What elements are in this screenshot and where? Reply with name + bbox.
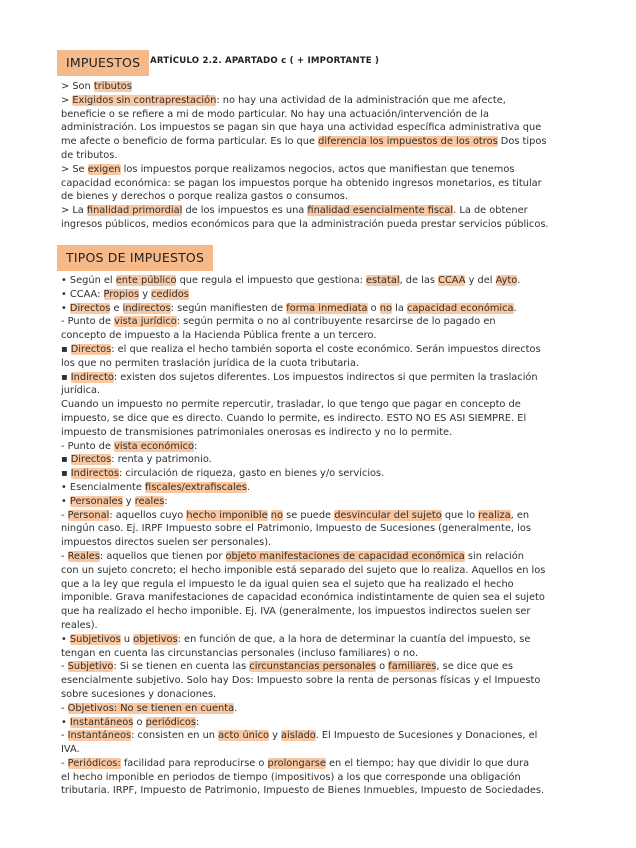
text-segment: que ha realizado el hecho imponible. Ej. IVA (generalmente, los impuestos indirectos suelen ser [61, 606, 531, 618]
text-segment: Cuando un impuesto no permite repercutir, trasladar, lo que tengo que pagar en concepto de [61, 399, 521, 411]
text-segment: . [234, 702, 238, 714]
text-segment: : en función de que, a la hora de determinar la cuantía del impuesto, se [177, 633, 531, 645]
text-segment: • [61, 302, 70, 314]
text-line [61, 578, 581, 592]
text-line [61, 135, 581, 149]
text-line [61, 674, 581, 688]
highlighted-text: familiares [388, 661, 437, 673]
text-line [61, 302, 581, 316]
text-line [61, 495, 581, 509]
highlighted-text: Objetivos: No se tienen en cuenta [67, 702, 235, 714]
text-segment: - [61, 661, 68, 673]
text-line [61, 149, 581, 163]
text-line [61, 190, 581, 204]
text-line [61, 274, 581, 288]
text-line [61, 453, 581, 467]
highlighted-text: ente público [115, 275, 177, 286]
highlighted-text: finalidad primordial [86, 205, 183, 217]
section-2-body [61, 274, 581, 798]
text-line [61, 784, 581, 798]
text-line [61, 481, 581, 495]
text-line [61, 315, 581, 329]
text-segment: - [61, 730, 68, 742]
text-line [61, 177, 581, 191]
text-line [61, 163, 581, 177]
text-segment: imponible. Grava manifestaciones de capacidad económica indistintamente de quien sea el sujeto [61, 592, 545, 604]
text-segment: - [61, 509, 68, 521]
text-line [61, 343, 581, 357]
text-segment: . [246, 481, 251, 493]
text-segment: que a la ley que regula el impuesto le da igual quien sea el sujeto que ha realizado el hecho [61, 578, 514, 590]
text-segment: - [61, 757, 68, 769]
text-segment: : consisten en un [131, 730, 219, 742]
text-line [61, 384, 581, 398]
text-segment: beneficie o se refiere a mi de modo particular. No hay una actuación/intervención de la [61, 108, 489, 120]
highlighted-text: realiza [478, 509, 511, 521]
text-line [61, 121, 581, 135]
section-heading-subtitle: ARTÍCULO 2.2. APARTADO c ( + IMPORTANTE ) [150, 56, 380, 66]
text-segment: de tributos. [61, 149, 118, 161]
text-segment: : [193, 440, 198, 452]
text-line [61, 329, 581, 343]
text-segment: : Si se tienen en cuenta las [113, 661, 250, 673]
text-segment: : el que realiza el hecho también soporta el coste económico. Serán impuestos directos [111, 343, 541, 355]
highlighted-text: cedidos [151, 288, 189, 300]
text-segment: de bienes y derechos o porque realiza gastos o consumos. [61, 191, 349, 203]
text-segment: u [120, 633, 134, 645]
text-segment: : circulación de riqueza, gasto en bienes y/o servicios. [118, 468, 385, 480]
text-segment: ningún caso. Ej. IRPF Impuesto sobre el Patrimonio, Impuesto de Sucesiones (generalmente, los [61, 523, 531, 535]
text-line [61, 564, 581, 578]
text-segment: los impuestos porque realizamos negocios, actos que manifiestan que tenemos [120, 163, 515, 175]
text-line [61, 647, 581, 661]
text-segment: , en [510, 509, 530, 521]
text-line [61, 743, 581, 757]
highlighted-text: Subjetivo [67, 661, 114, 673]
text-line [61, 605, 581, 619]
text-segment: con un sujeto concreto; el hecho imponible está separado del sujeto que lo realiza. Aquellos en los [61, 564, 546, 576]
text-segment: jurídica. [61, 385, 101, 397]
text-line [61, 398, 581, 412]
text-segment: impuesto de transmisiones patrimoniales onerosas es indirecto y no lo permite. [61, 426, 453, 438]
text-line [61, 550, 581, 564]
text-line [61, 660, 581, 674]
text-segment: - [61, 702, 68, 714]
text-line [61, 467, 581, 481]
text-segment: , se dice que es [436, 661, 514, 673]
text-line [61, 94, 581, 108]
text-segment: : existen dos sujetos diferentes. Los impuestos indirectos si que permiten la traslación [113, 371, 538, 383]
highlighted-text: Ayto [495, 275, 518, 286]
text-segment: impuesto, se dice que es directo. Cuando lo permite, es indirecto. ESTO NO ES ASI SIEMPRE. El [61, 412, 527, 424]
text-line [61, 729, 581, 743]
highlighted-text: Propios [103, 288, 140, 300]
highlighted-text: Indirecto [70, 371, 114, 383]
section-heading-impuestos: IMPUESTOS [57, 50, 149, 76]
text-segment: IVA. [61, 744, 80, 756]
text-segment: capacidad económica: se pagan los impuestos porque ha obtenido ingresos monetarios, es titular [61, 177, 542, 189]
text-segment: ▪ [61, 371, 71, 383]
highlighted-text: circunstancias personales [249, 661, 377, 673]
highlighted-text: indirectos [122, 302, 171, 314]
text-segment: esencialmente subjetivo. Solo hay Dos: Impuesto sobre la renta de personas físicas y el Impuesto [61, 675, 541, 687]
text-segment: ▪ [61, 343, 71, 355]
text-line [61, 522, 581, 536]
highlighted-text: Reales [67, 550, 100, 562]
highlighted-text: Indirectos [70, 468, 119, 480]
text-segment: y [268, 730, 282, 742]
text-segment: concepto de impuesto a la Hacienda Pública frente a un tercero. [61, 330, 377, 342]
text-segment: reales). [61, 619, 98, 631]
text-segment: tengan en cuenta las circunstancias personales (incluso familiares) o no. [61, 647, 419, 659]
text-line [61, 716, 581, 730]
text-line [61, 702, 581, 716]
text-segment: . [517, 275, 521, 286]
highlighted-text: Instantáneos [67, 730, 132, 742]
highlighted-text: finalidad esencialmente fiscal [307, 205, 454, 217]
text-segment: : renta y patrimonio. [111, 454, 212, 466]
highlighted-text: acto único [218, 730, 269, 742]
text-segment: sobre sucesiones y donaciones. [61, 688, 217, 700]
text-segment: > [61, 94, 73, 106]
highlighted-text: fiscales/extrafiscales [145, 481, 247, 493]
text-line [61, 757, 581, 771]
text-segment: • Según el [61, 275, 116, 286]
highlighted-text: Exigidos sin contraprestación [72, 94, 217, 106]
text-line [61, 412, 581, 426]
text-segment: : según permita o no al contribuyente resarcirse de lo pagado en [176, 316, 496, 328]
highlighted-text: no [379, 302, 392, 314]
text-segment: : aquellos que tienen por [99, 550, 226, 562]
text-segment: : [164, 495, 168, 507]
text-segment: impuestos directos suelen ser personales). [61, 537, 272, 549]
highlighted-text: periódicos [145, 716, 196, 728]
text-segment: . [513, 302, 517, 314]
text-line [61, 688, 581, 702]
highlighted-text: CCAA [438, 275, 466, 286]
text-segment: se puede [283, 509, 335, 521]
text-line [61, 108, 581, 122]
text-segment: o [376, 661, 389, 673]
text-segment: - Punto de [61, 316, 115, 328]
text-segment: • [61, 716, 70, 728]
text-segment: • [61, 633, 70, 645]
text-line [61, 204, 581, 218]
text-segment: Dos tipos [497, 136, 547, 148]
highlighted-text: diferencia los impuestos de los otros [318, 136, 498, 148]
highlighted-text: objetivos [133, 633, 178, 645]
text-line [61, 371, 581, 385]
highlighted-text: Personal [67, 509, 110, 521]
text-segment: que regula el impuesto que gestiona: [176, 275, 367, 286]
text-segment: . La de obtener [453, 205, 528, 217]
text-segment: > Son [61, 81, 94, 92]
highlighted-text: Directos [70, 454, 112, 466]
text-segment: , de las [399, 275, 439, 286]
text-segment: : no hay una actividad de la administración que me afecte, [216, 94, 506, 106]
text-line [61, 288, 581, 302]
highlighted-text: Periódicos: [67, 757, 121, 769]
highlighted-text: objeto manifestaciones de capacidad económica [225, 550, 465, 562]
text-segment: ▪ [61, 454, 71, 466]
highlighted-text: estatal [366, 275, 400, 286]
text-line [61, 509, 581, 523]
highlighted-text: exigen [87, 163, 121, 175]
text-line [61, 633, 581, 647]
text-segment: : según manifiesten de [170, 302, 287, 314]
highlighted-text: forma inmediata [286, 302, 368, 314]
text-segment: - Punto de [61, 440, 115, 452]
text-line [61, 426, 581, 440]
highlighted-text: reales [134, 495, 165, 507]
text-segment: • CCAA: [61, 288, 104, 300]
text-segment: administración. Los impuestos se pagan sin que haya una actividad específica administrativa que [61, 122, 542, 134]
text-segment: ▪ [61, 468, 71, 480]
text-segment: ingresos públicos, medios económicos para que la administración pueda prestar servicios públicos. [61, 218, 549, 230]
highlighted-text: desvincular del sujeto [334, 509, 442, 521]
text-segment: - [61, 550, 68, 562]
highlighted-text: Directos [69, 302, 111, 314]
text-segment: de los impuestos es una [182, 205, 308, 217]
text-line [61, 357, 581, 371]
text-segment: • [61, 495, 70, 507]
highlighted-text: hecho imponible [186, 509, 268, 521]
text-line [61, 440, 581, 454]
text-segment: o [367, 302, 380, 314]
text-segment: : [196, 716, 200, 728]
highlighted-text: vista jurídico [114, 316, 177, 328]
text-segment: y [139, 288, 152, 300]
highlighted-text: no [270, 509, 283, 521]
text-segment: el hecho imponible en periodos de tiempo (impositivos) a los que corresponde una obligación [61, 771, 521, 783]
highlighted-text: Instantáneos [69, 716, 134, 728]
highlighted-text: capacidad económica [406, 302, 514, 314]
text-segment: e [110, 302, 123, 314]
text-segment: > Se [61, 163, 88, 175]
highlighted-text: aislado [281, 730, 316, 742]
text-segment: y del [465, 275, 496, 286]
highlighted-text: vista económico [114, 440, 194, 452]
text-segment: : aquellos cuyo [109, 509, 187, 521]
text-segment: • Esencialmente [61, 481, 146, 493]
text-segment: que lo [441, 509, 479, 521]
text-line [61, 218, 581, 232]
highlighted-text: Directos [70, 343, 112, 355]
highlighted-text: Subjetivos [69, 633, 121, 645]
section-heading-tipos: TIPOS DE IMPUESTOS [57, 245, 213, 271]
text-segment: facilidad para reproducirse o [120, 757, 268, 769]
text-segment: > La [61, 205, 87, 217]
text-line [61, 591, 581, 605]
text-segment: . El Impuesto de Sucesiones y Donaciones, el [315, 730, 538, 742]
text-line [61, 619, 581, 633]
highlighted-text: prolongarse [267, 757, 326, 769]
section-1-body [61, 80, 581, 232]
highlighted-text: Personales [69, 495, 123, 507]
text-segment: sin relación [464, 550, 524, 562]
text-line [61, 80, 581, 94]
text-segment: los que no permiten traslación jurídica de la cuota tributaria. [61, 357, 360, 369]
text-segment: y [122, 495, 135, 507]
text-segment: la [391, 302, 407, 314]
text-segment: o [133, 716, 146, 728]
text-segment: me afecte o beneficio de forma particular. Es lo que [61, 136, 319, 148]
text-line [61, 536, 581, 550]
text-line [61, 771, 581, 785]
text-segment: tributaria. IRPF, Impuesto de Patrimonio, Impuesto de Bienes Inmuebles, Impuesto de Sociedades. [61, 785, 545, 797]
highlighted-text: tributos [93, 81, 132, 92]
text-segment: en el tiempo; hay que dividir lo que dura [325, 757, 530, 769]
